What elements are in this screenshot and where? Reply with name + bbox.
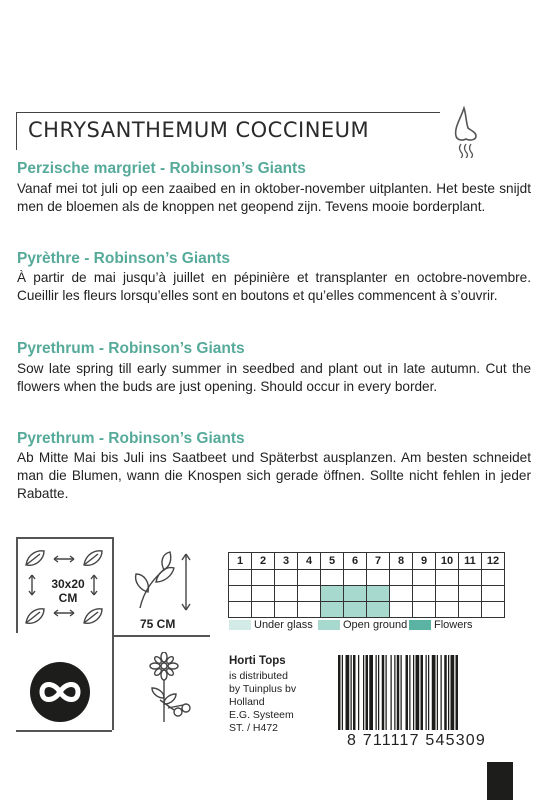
calendar-row-under-glass	[229, 570, 505, 586]
calendar-cell	[459, 570, 482, 586]
section-body-de: Ab Mitte Mai bis Juli ins Saatbeet und Späterbst ausplanzen. Am besten schneidet man die Blumen, wann die Knospen sich gerade öffnen. Sollte nicht fehlen in jeder Rabatte.	[17, 450, 531, 501]
calendar-cell	[459, 586, 482, 602]
barcode-bar	[416, 655, 420, 730]
month-header: 5	[321, 553, 344, 570]
distributor-line: Holland	[229, 696, 265, 708]
calendar-cell	[413, 586, 436, 602]
distributor-line: is distributed	[229, 670, 288, 682]
section-title-nl: Perzische margriet - Robinson’s Giants	[17, 160, 306, 177]
barcode-bar	[421, 655, 424, 730]
panel-divider-horizontal	[112, 635, 210, 637]
barcode-bar	[409, 655, 410, 730]
calendar-cell	[321, 570, 344, 586]
month-header: 9	[413, 553, 436, 570]
month-header: 1	[229, 553, 252, 570]
sowing-calendar	[228, 552, 505, 618]
calendar-cell	[390, 602, 413, 618]
calendar-cell	[252, 570, 275, 586]
barcode-bar	[413, 655, 414, 730]
month-header: 12	[482, 553, 505, 570]
calendar-cell	[344, 586, 367, 602]
calendar-row-open-ground	[229, 586, 505, 602]
flower-scissors-icon	[138, 652, 194, 724]
calendar-cell	[252, 586, 275, 602]
barcode-bar	[358, 655, 359, 730]
barcode-bar	[363, 655, 364, 730]
barcode-bar	[451, 655, 455, 730]
calendar-cell	[482, 602, 505, 618]
panel-bottom-border-left	[16, 730, 112, 732]
calendar-cell	[298, 602, 321, 618]
edge-marker	[487, 762, 513, 800]
barcode-bar	[406, 655, 409, 730]
calendar-cell	[229, 570, 252, 586]
barcode-number: 8 711117 545309	[346, 732, 486, 749]
calendar-cell	[252, 602, 275, 618]
calendar-cell	[390, 570, 413, 586]
section-title-en: Pyrethrum - Robinson’s Giants	[17, 340, 245, 357]
distributor-name: Horti Tops	[229, 655, 286, 667]
barcode-bar	[342, 655, 343, 730]
barcode-bar	[428, 655, 429, 730]
month-header: 2	[252, 553, 275, 570]
barcode-bar	[346, 655, 350, 730]
section-body-nl: Vanaf mei tot juli op een zaaibed en in oktober-november uitplanten. Het beste snijdt men de bloemen als de knoppen net geopend zijn. Tevens mooie borderplant.	[17, 181, 531, 214]
barcode	[336, 655, 496, 730]
barcode-bar	[397, 655, 400, 730]
calendar-cell	[367, 570, 390, 586]
nose-scent-icon	[450, 106, 482, 158]
calendar-cell	[229, 602, 252, 618]
calendar-cell	[413, 570, 436, 586]
barcode-bar	[432, 655, 436, 730]
barcode-bar	[351, 655, 352, 730]
barcode-bar	[369, 655, 373, 730]
barcode-bar	[394, 655, 395, 730]
calendar-cell	[413, 602, 436, 618]
panel-divider-vertical-bottom	[112, 635, 114, 730]
plant-height-icon	[130, 548, 194, 614]
calendar-cell	[275, 602, 298, 618]
spacing-unit: CM	[58, 591, 78, 605]
distributor-line: by Tuinplus bv	[229, 683, 297, 695]
barcode-bar	[444, 655, 447, 730]
barcode-bar	[382, 655, 385, 730]
month-header: 4	[298, 553, 321, 570]
calendar-cell	[321, 602, 344, 618]
legend-swatch-open-ground	[318, 620, 340, 630]
spacing-value: 30x20	[51, 577, 85, 591]
month-header: 10	[436, 553, 459, 570]
calendar-cell	[459, 602, 482, 618]
calendar-cell	[298, 586, 321, 602]
legend-swatch-under-glass	[229, 620, 251, 630]
barcode-bar	[437, 655, 438, 730]
section-title-fr: Pyrèthre - Robinson’s Giants	[17, 250, 231, 267]
barcode-bar	[448, 655, 449, 730]
panel-divider-vertical-top	[112, 537, 114, 635]
calendar-cell	[229, 586, 252, 602]
panel-left-border	[16, 537, 18, 633]
legend-label-under-glass: Under glass	[254, 619, 313, 631]
infinity-icon	[28, 660, 92, 724]
calendar-cell	[436, 602, 459, 618]
distributor-line: E.G. Systeem	[229, 709, 294, 721]
section-body-en: Sow late spring till early summer in seedbed and plant out in late autumn. Cut the flowers when the buds are just opening. Should occur in every border.	[17, 361, 531, 394]
barcode-bar	[401, 655, 402, 730]
month-header: 8	[390, 553, 413, 570]
barcode-bar	[456, 655, 459, 730]
barcode-bar	[386, 655, 387, 730]
calendar-cell	[436, 570, 459, 586]
calendar-cell	[298, 570, 321, 586]
calendar-cell	[275, 586, 298, 602]
panel-top-border	[16, 537, 112, 539]
calendar-cell	[367, 586, 390, 602]
section-title-de: Pyrethrum - Robinson’s Giants	[17, 430, 245, 447]
barcode-bar	[391, 655, 392, 730]
barcode-bar	[353, 655, 356, 730]
latin-name: CHRYSANTHEMUM COCCINEUM	[28, 118, 370, 142]
section-body-fr: À partir de mai jusqu’à juillet en pépinière et transplanter en octobre-novembre. Cueillir les fleurs lorsqu’elles sont en boutons et qu’elles commencent à s’ouvrir.	[17, 270, 531, 303]
distributor-line: ST. / H472	[229, 722, 279, 734]
calendar-cell	[321, 586, 344, 602]
barcode-bar	[426, 655, 427, 730]
calendar-cell	[367, 602, 390, 618]
legend-swatch-flowers	[409, 620, 431, 630]
plant-height-label: 75 CM	[140, 617, 176, 631]
calendar-cell	[482, 586, 505, 602]
barcode-bar	[338, 655, 341, 730]
barcode-bar	[376, 655, 377, 730]
month-header: 3	[275, 553, 298, 570]
legend-label-flowers: Flowers	[434, 619, 473, 631]
calendar-cell	[436, 586, 459, 602]
barcode-bar	[441, 655, 442, 730]
month-header: 6	[344, 553, 367, 570]
calendar-cell	[344, 602, 367, 618]
month-header: 7	[367, 553, 390, 570]
calendar-cell	[390, 586, 413, 602]
barcode-bar	[378, 655, 379, 730]
calendar-cell	[482, 570, 505, 586]
calendar-cell	[344, 570, 367, 586]
legend-label-open-ground: Open ground	[343, 619, 408, 631]
spacing-label	[38, 577, 98, 605]
calendar-cell	[275, 570, 298, 586]
month-header: 11	[459, 553, 482, 570]
calendar-row-flowers	[229, 602, 505, 618]
barcode-bar	[366, 655, 369, 730]
